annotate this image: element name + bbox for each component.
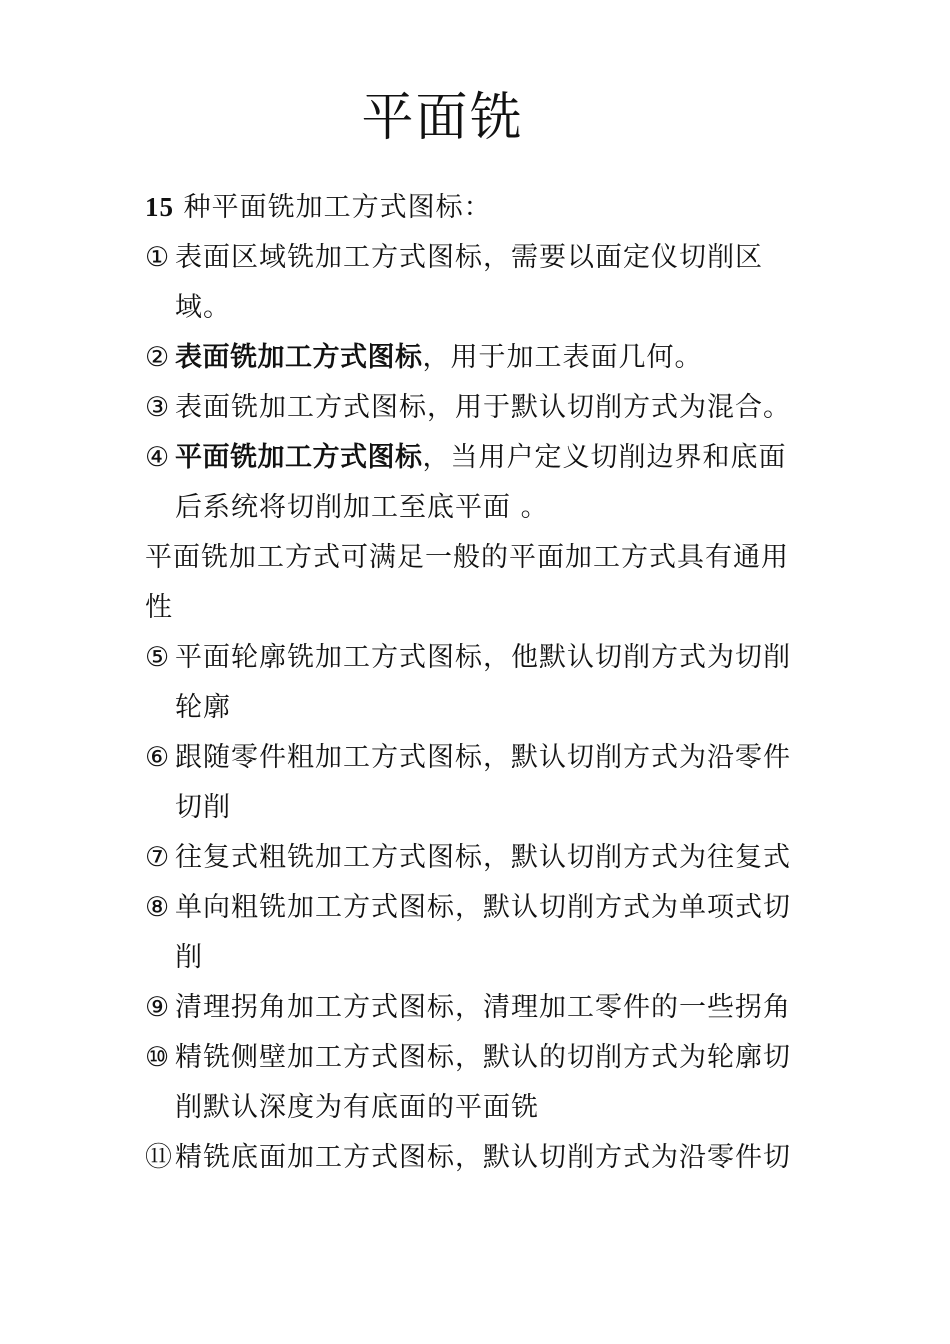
item-marker: ⑪ bbox=[145, 1142, 173, 1173]
item-text: 往复式粗铣加工方式图标，默认切削方式为往复式 bbox=[175, 842, 791, 873]
intro-number: 15 bbox=[145, 192, 174, 222]
list-item-11 bbox=[145, 1133, 810, 1183]
intro-line bbox=[145, 182, 810, 233]
item-text: 表面区域铣加工方式图标，需要以面定仪切削区域。 bbox=[175, 242, 763, 323]
item-text bbox=[175, 433, 810, 533]
item-marker: ⑩ bbox=[145, 1042, 171, 1073]
item-rest-text: ，当用户定义切削边界和底面后系统将切削加工至底平面 。 bbox=[175, 442, 787, 523]
item-marker: ⑧ bbox=[145, 892, 171, 923]
item-marker: ⑤ bbox=[145, 642, 171, 673]
item-text bbox=[175, 333, 810, 383]
document-body bbox=[145, 182, 810, 1183]
item-text: 精铣侧壁加工方式图标，默认的切削方式为轮廓切削默认深度为有底面的平面铣 bbox=[175, 1042, 791, 1123]
item-text: 单向粗铣加工方式图标，默认切削方式为单项式切削 bbox=[175, 892, 791, 973]
item-marker: ⑦ bbox=[145, 842, 171, 873]
list-item-4 bbox=[145, 433, 810, 533]
item-marker: ③ bbox=[145, 392, 171, 423]
item-rest-text: ，用于加工表面几何。 bbox=[422, 342, 703, 373]
list-item-7 bbox=[145, 833, 810, 883]
item-text: 精铣底面加工方式图标，默认切削方式为沿零件切 bbox=[175, 1142, 791, 1173]
list-item-2 bbox=[145, 333, 810, 383]
item-marker: ⑨ bbox=[145, 992, 171, 1023]
item-marker: ④ bbox=[145, 442, 171, 473]
item-bold-text: 表面铣加工方式图标 bbox=[175, 342, 423, 373]
list-item-6 bbox=[145, 733, 810, 833]
item-text: 清理拐角加工方式图标，清理加工零件的一些拐角 bbox=[175, 992, 791, 1023]
middle-paragraph: 平面铣加工方式可满足一般的平面加工方式具有通用性 bbox=[145, 542, 789, 623]
item-text: 表面铣加工方式图标，用于默认切削方式为混合。 bbox=[175, 392, 791, 423]
list-item-10 bbox=[145, 1033, 810, 1133]
page-title: 平面铣 bbox=[361, 88, 524, 148]
intro-text: 种平面铣加工方式图标： bbox=[174, 192, 492, 223]
list-item-1 bbox=[145, 233, 810, 333]
list-item-5 bbox=[145, 633, 810, 733]
item-text: 平面轮廓铣加工方式图标，他默认切削方式为切削轮廓 bbox=[175, 642, 791, 723]
item-marker: ⑥ bbox=[145, 742, 171, 773]
list-item-9 bbox=[145, 983, 810, 1033]
item-marker: ② bbox=[145, 342, 171, 373]
item-marker: ① bbox=[145, 242, 171, 273]
list-item-8 bbox=[145, 883, 810, 983]
list-item-3 bbox=[145, 383, 810, 433]
item-text: 跟随零件粗加工方式图标，默认切削方式为沿零件切削 bbox=[175, 742, 791, 823]
item-bold-text: 平面铣加工方式图标 bbox=[175, 442, 423, 473]
